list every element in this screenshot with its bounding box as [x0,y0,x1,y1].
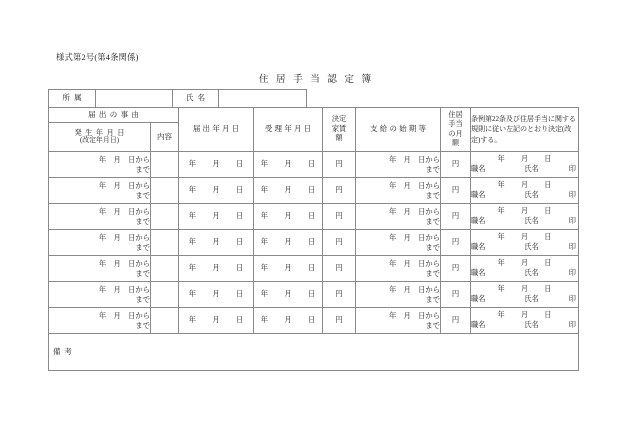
cell-content[interactable] [151,230,179,256]
table-row [49,152,579,178]
page-title: 住居手当認定簿 [258,74,379,85]
signature-date: 年 月 日 [497,155,556,163]
date-until-text: まで [135,164,150,174]
date-until-text: まで [425,216,441,226]
date-until-text: まで [425,268,441,278]
cell-housing-allowance-monthly[interactable]: 円 [441,308,471,334]
signature-title-label: 職名 [471,164,486,173]
cell-occurrence-date[interactable] [49,204,151,230]
cell-payment-start-period[interactable] [356,178,441,204]
cell-submission-date[interactable]: 年 月 日 [179,308,254,334]
decided-rent-line-2: 家賃 [331,124,347,133]
seal-icon: 印 [568,268,576,277]
housing-allowance-line-4: 額 [451,138,460,147]
signature-date: 年 月 日 [497,259,556,267]
date-from-text: 年 月 日から [388,258,441,268]
cell-content[interactable] [151,204,179,230]
cell-decided-rent-amount[interactable]: 円 [323,308,356,334]
signature-date: 年 月 日 [497,285,556,293]
cell-submission-date[interactable]: 年 月 日 [179,204,254,230]
housing-allowance-line-2: 手当 [448,120,463,129]
cell-content[interactable] [151,256,179,282]
cell-submission-date[interactable]: 年 月 日 [179,178,254,204]
cell-payment-start-period[interactable] [356,308,441,334]
signature-title-label: 職名 [471,268,486,277]
signature-title-label: 職名 [471,190,486,199]
date-from-text: 年 月 日から [98,258,150,268]
cell-housing-allowance-monthly[interactable]: 円 [441,178,471,204]
decided-rent-line-3: 額 [335,134,343,143]
cell-housing-allowance-monthly[interactable]: 円 [441,152,471,178]
signature-title-label: 職名 [471,320,486,329]
date-until-text: まで [425,164,441,174]
cell-payment-start-period[interactable] [356,230,441,256]
date-from-text: 年 月 日から [388,206,441,216]
date-from-text: 年 月 日から [388,154,441,164]
date-until-text: まで [135,294,150,304]
signature-title-label: 職名 [471,294,486,303]
identification-table [48,89,307,108]
remarks-row [49,334,579,371]
date-until-text: まで [135,242,150,252]
date-from-text: 年 月 日から [98,232,150,242]
date-from-text: 年 月 日から [98,180,150,190]
date-until-text: まで [135,190,150,200]
signature-name-label: 氏名 [524,268,539,277]
cell-occurrence-date[interactable] [49,230,151,256]
cell-content[interactable] [151,308,179,334]
date-until-text: まで [135,216,150,226]
cell-content[interactable] [151,178,179,204]
name-field[interactable] [219,90,307,108]
seal-icon: 印 [568,242,576,251]
header-decision-note: 条例第22条及び住居手当に関する規則に従い左記のとおり決定(改定)する。 [471,108,579,152]
decided-rent-line-1: 決定 [331,115,347,124]
occurrence-date-main: 発生年月日 [74,127,128,137]
date-until-text: まで [425,242,441,252]
cell-housing-allowance-monthly[interactable]: 円 [441,256,471,282]
cell-decided-rent-amount[interactable]: 円 [323,256,356,282]
signature-title-label: 職名 [471,242,486,251]
signature-date: 年 月 日 [497,311,556,319]
cell-occurrence-date[interactable] [49,152,151,178]
housing-allowance-line-3: の月 [448,129,463,138]
date-from-text: 年 月 日から [388,180,441,190]
cell-signature[interactable] [471,178,579,204]
cell-housing-allowance-monthly[interactable]: 円 [441,204,471,230]
form-number: 様式第2号(第4条関係) [56,53,139,62]
affiliation-field[interactable] [96,90,173,108]
cell-signature[interactable] [471,308,579,334]
header-row-top [49,108,579,123]
header-acceptance-date: 受理年月日 [254,108,323,152]
affiliation-label: 所属 [49,90,96,108]
header-payment-start-period: 支給の始期等 [356,108,441,152]
cell-signature[interactable] [471,230,579,256]
date-from-text: 年 月 日から [388,232,441,242]
cell-housing-allowance-monthly[interactable]: 円 [441,230,471,256]
date-from-text: 年 月 日から [98,284,150,294]
cell-occurrence-date[interactable] [49,282,151,308]
cell-acceptance-date[interactable]: 年 月 日 [254,256,323,282]
housing-allowance-table [48,107,579,371]
date-from-text: 年 月 日から [388,284,441,294]
date-until-text: まで [135,268,150,278]
cell-decided-rent-amount[interactable]: 円 [323,204,356,230]
table-row [49,230,579,256]
cell-decided-rent-amount[interactable]: 円 [323,178,356,204]
signature-name-label: 氏名 [524,320,539,329]
occurrence-date-sub: (改定年月日) [79,137,120,145]
cell-acceptance-date[interactable]: 年 月 日 [254,204,323,230]
signature-date: 年 月 日 [497,181,556,189]
date-from-text: 年 月 日から [388,310,441,320]
header-report-reason-group: 届出の事由 [49,108,179,123]
cell-payment-start-period[interactable] [356,256,441,282]
cell-payment-start-period[interactable] [356,204,441,230]
cell-acceptance-date[interactable]: 年 月 日 [254,178,323,204]
cell-submission-date[interactable]: 年 月 日 [179,256,254,282]
table-row [49,178,579,204]
table-row [49,282,579,308]
signature-name-label: 氏名 [524,216,539,225]
cell-acceptance-date[interactable]: 年 月 日 [254,308,323,334]
signature-name-label: 氏名 [524,294,539,303]
cell-decided-rent-amount[interactable]: 円 [323,282,356,308]
date-until-text: まで [425,190,441,200]
header-occurrence-date [49,123,151,152]
date-until-text: まで [425,294,441,304]
header-content: 内容 [151,123,179,152]
remarks-label: 備考 [53,346,76,356]
date-from-text: 年 月 日から [98,154,150,164]
cell-decided-rent-amount[interactable]: 円 [323,152,356,178]
cell-occurrence-date[interactable] [49,256,151,282]
cell-acceptance-date[interactable]: 年 月 日 [254,152,323,178]
signature-name-label: 氏名 [524,164,539,173]
seal-icon: 印 [568,320,576,329]
table-row [49,308,579,334]
date-until-text: まで [135,320,150,330]
cell-signature[interactable] [471,256,579,282]
cell-content[interactable] [151,282,179,308]
header-submission-date: 届出年月日 [179,108,254,152]
seal-icon: 印 [568,294,576,303]
cell-occurrence-date[interactable] [49,178,151,204]
date-until-text: まで [425,320,441,330]
cell-payment-start-period[interactable] [356,282,441,308]
name-label: 氏名 [173,90,219,108]
signature-name-label: 氏名 [524,190,539,199]
cell-submission-date[interactable]: 年 月 日 [179,230,254,256]
signature-date: 年 月 日 [497,207,556,215]
signature-name-label: 氏名 [524,242,539,251]
remarks-cell[interactable] [49,334,579,371]
cell-signature[interactable] [471,282,579,308]
seal-icon: 印 [568,216,576,225]
identification-row [49,90,307,108]
date-from-text: 年 月 日から [98,206,150,216]
cell-payment-start-period[interactable] [356,152,441,178]
cell-content[interactable] [151,152,179,178]
signature-title-label: 職名 [471,216,486,225]
cell-occurrence-date[interactable] [49,308,151,334]
cell-housing-allowance-monthly[interactable]: 円 [441,282,471,308]
cell-acceptance-date[interactable]: 年 月 日 [254,230,323,256]
cell-submission-date[interactable]: 年 月 日 [179,152,254,178]
signature-date: 年 月 日 [497,233,556,241]
seal-icon: 印 [568,190,576,199]
cell-signature[interactable] [471,152,579,178]
table-row [49,256,579,282]
table-row [49,204,579,230]
header-housing-allowance-monthly [441,108,471,152]
cell-acceptance-date[interactable]: 年 月 日 [254,282,323,308]
cell-submission-date[interactable]: 年 月 日 [179,282,254,308]
cell-decided-rent-amount[interactable]: 円 [323,230,356,256]
cell-signature[interactable] [471,204,579,230]
housing-allowance-line-1: 住居 [448,110,463,119]
seal-icon: 印 [568,164,576,173]
header-decided-rent-amount [323,108,356,152]
date-from-text: 年 月 日から [98,310,150,320]
